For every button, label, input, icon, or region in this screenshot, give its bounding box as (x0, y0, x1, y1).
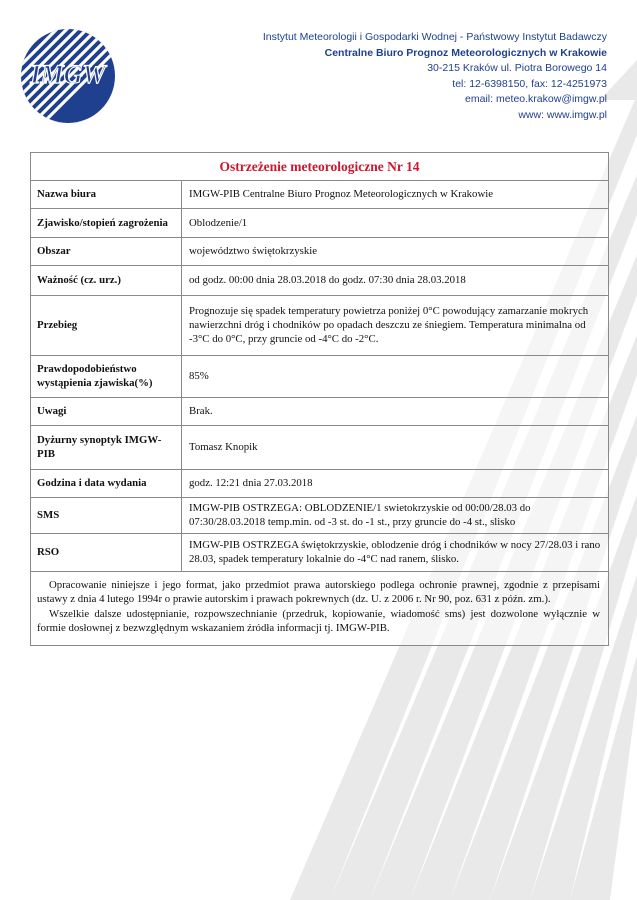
row-label: Obszar (31, 237, 182, 265)
row-value: województwo świętokrzyskie (182, 237, 609, 265)
contact-line[interactable]: email: meteo.krakow@imgw.pl (465, 93, 607, 105)
row-label: Uwagi (31, 397, 182, 425)
contact-line: tel: 12-6398150, fax: 12-4251973 (452, 77, 607, 90)
warning-title: Ostrzeżenie meteorologiczne Nr 14 (31, 153, 608, 181)
table-row (31, 295, 608, 355)
institute-contact-block (263, 30, 607, 123)
table-row (31, 497, 608, 533)
contact-line: Centralne Biuro Prognoz Meteorologicznych w Krakowie (324, 46, 607, 59)
contact-line: 30-215 Kraków ul. Piotra Borowego 14 (427, 62, 607, 74)
row-value: godz. 12:21 dnia 27.03.2018 (182, 469, 609, 497)
row-value: IMGW-PIB OSTRZEGA: OBLODZENIE/1 swietokrzyskie od 00:00/28.03 do 07:30/28.03.2018 temp.min. od -3 st. do -1 st., przy gruncie do -4 st., slisko (182, 497, 609, 533)
table-row (31, 237, 608, 265)
footer-paragraph: Opracowanie niniejsze i jego format, jako przedmiot prawa autorskiego podlega ochronie prawnej, zgodnie z przepisami ustawy z dnia 4 lutego 1994r o prawie autorskim i prawach pokrewnych (dz. U. z 2006 r. Nr 90, poz. 631 z późn. zm.). (37, 578, 600, 606)
table-row (31, 469, 608, 497)
table-row (31, 397, 608, 425)
row-label: Dyżurny synoptyk IMGW-PIB (31, 425, 182, 469)
row-label: Zjawisko/stopień zagrożenia (31, 208, 182, 237)
row-value: od godz. 00:00 dnia 28.03.2018 do godz. 07:30 dnia 28.03.2018 (182, 265, 609, 295)
warning-document (30, 152, 609, 646)
table-row (31, 425, 608, 469)
copyright-notice (31, 572, 608, 645)
row-label: SMS (31, 497, 182, 533)
table-row (31, 208, 608, 237)
warning-table (31, 181, 608, 572)
row-value: Oblodzenie/1 (182, 208, 609, 237)
letterhead (0, 0, 637, 130)
table-row (31, 355, 608, 397)
row-label: Godzina i data wydania (31, 469, 182, 497)
contact-line[interactable]: www: www.imgw.pl (518, 108, 607, 121)
row-label: Nazwa biura (31, 181, 182, 208)
row-label: Ważność (cz. urz.) (31, 265, 182, 295)
row-value: Prognozuje się spadek temperatury powietrza poniżej 0°C powodujący zamarzanie mokrych nawierzchni dróg i chodników po opadach deszczu ze śniegiem. Temperatura minimalna od -3°C do 0°C, przy gruncie od -4°C do -2°C. (182, 295, 609, 355)
row-label: Prawdopodobieństwo wystąpienia zjawiska(%) (31, 355, 182, 397)
row-value: IMGW-PIB Centralne Biuro Prognoz Meteorologicznych w Krakowie (182, 181, 609, 208)
table-row (31, 181, 608, 208)
footer-paragraph: Wszelkie dalsze udostępnianie, rozpowszechnianie (przedruk, kopiowanie, wiadomość sms) jest dozwolone wyłącznie w formie dosłownej z bezwzględnym wskazaniem źródła informacji tj. IMGW-PIB. (37, 607, 600, 635)
contact-line: Instytut Meteorologii i Gospodarki Wodnej - Państwowy Instytut Badawczy (262, 31, 607, 43)
row-value: Tomasz Knopik (182, 425, 609, 469)
table-row (31, 265, 608, 295)
row-value: IMGW-PIB OSTRZEGA świętokrzyskie, oblodzenie dróg i chodników w nocy 27/28.03 i rano 28.03, spadek temperatury lokalnie do -4°C nad ranem, ślisko. (182, 533, 609, 571)
row-label: Przebieg (31, 295, 182, 355)
row-label: RSO (31, 533, 182, 571)
table-row (31, 533, 608, 571)
logo-text: IMGW (30, 60, 106, 89)
imgw-logo (18, 26, 118, 126)
row-value: 85% (182, 355, 609, 397)
row-value: Brak. (182, 397, 609, 425)
